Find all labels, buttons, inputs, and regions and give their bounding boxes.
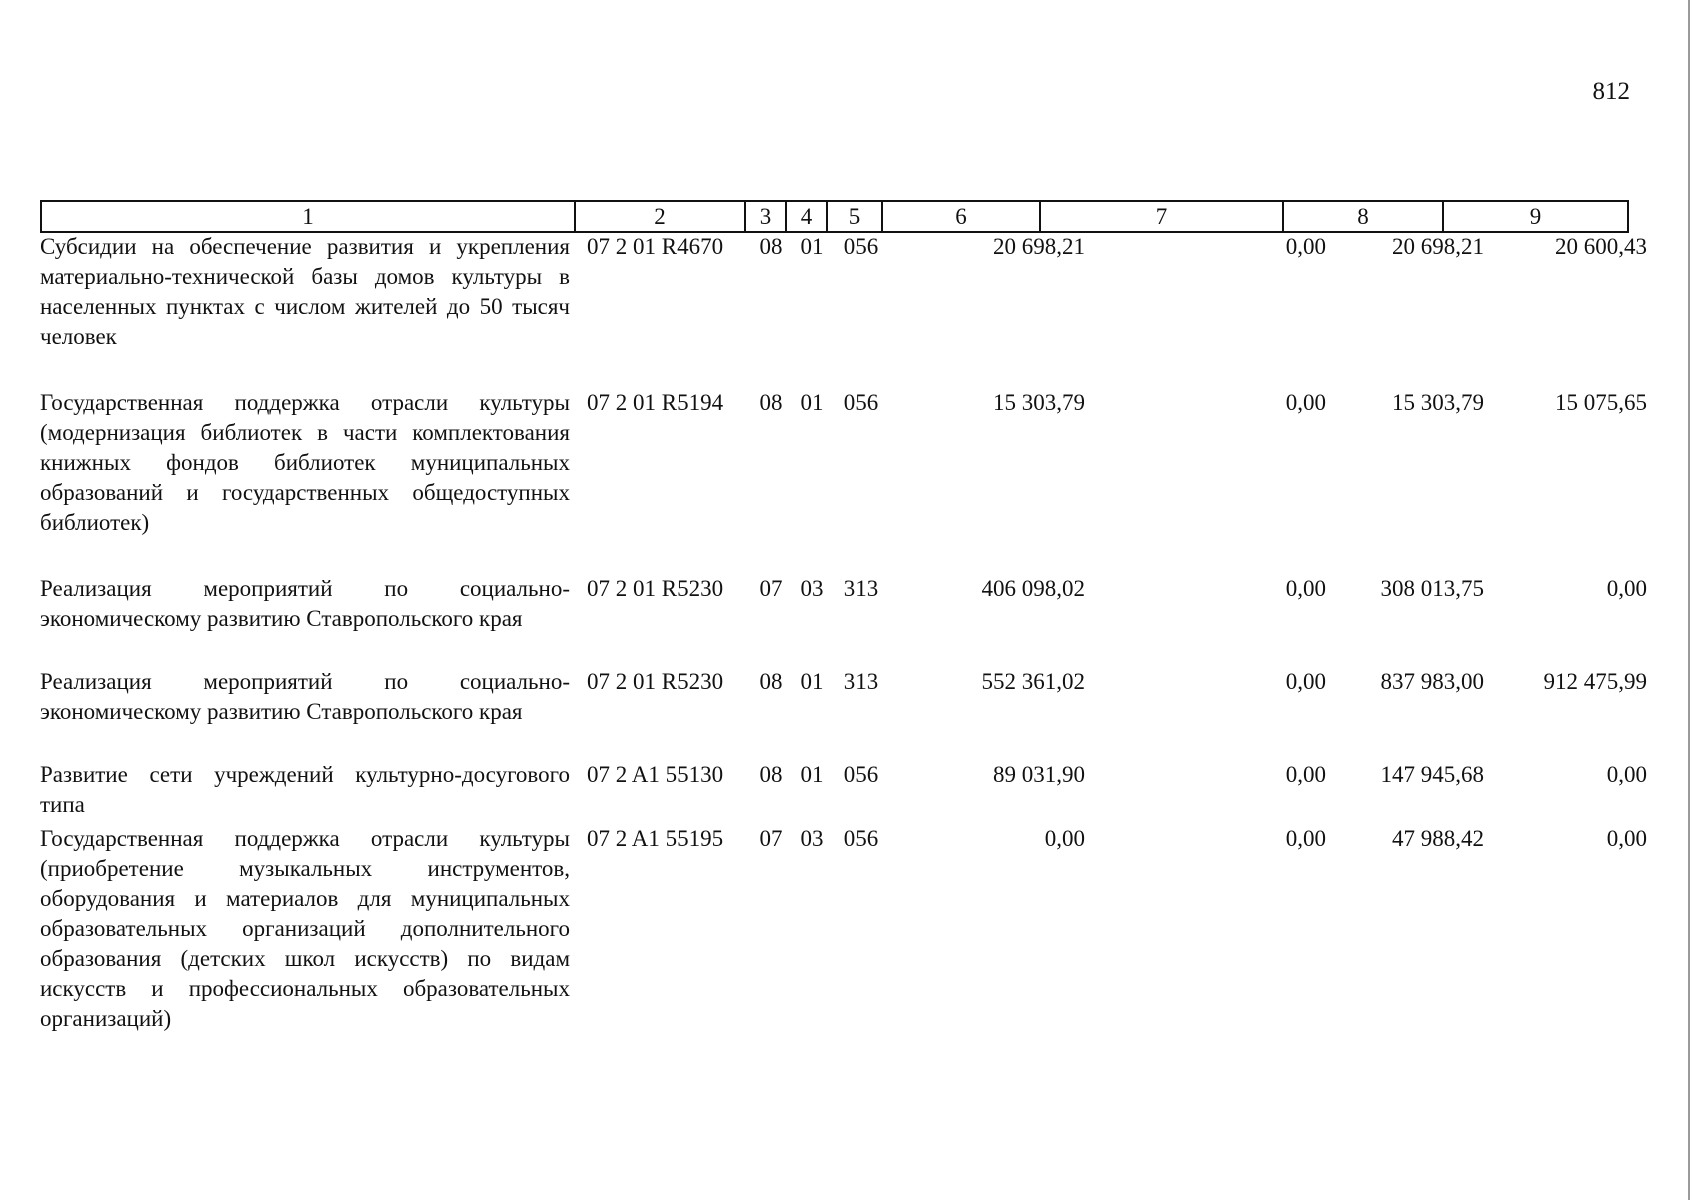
row-code: 07 2 A1 55195 <box>587 826 724 851</box>
row-description: Государственная поддержка отрасли культуры (модернизация библиотек в части комплектования книжных фондов библиотек муниципальных образований и государственных общедоступных библиотек) <box>40 390 570 535</box>
row-description: Государственная поддержка отрасли культуры (приобретение музыкальных инструментов, оборудования и материалов для муниципальных образовательных организаций дополнительного образования (детских школ искусств) по видам искусств и профессиональных образовательных организаций) <box>40 826 570 1031</box>
row-amount-6: 15 303,79 <box>993 390 1085 415</box>
row-amount-8: 20 698,21 <box>1392 234 1484 259</box>
row-description: Реализация мероприятий по социально-экономическому развитию Ставропольского края <box>40 669 570 724</box>
row-amount-7: 0,00 <box>1285 669 1326 694</box>
table-body <box>40 232 1647 1034</box>
row-code: 07 2 01 R5194 <box>587 390 724 415</box>
table-row <box>40 574 1647 634</box>
row-amount-6: 406 098,02 <box>981 576 1085 601</box>
row-section: 08 <box>759 234 783 259</box>
header-cell: 7 <box>1040 201 1283 232</box>
table-row <box>40 760 1647 820</box>
header-cell: 5 <box>827 201 882 232</box>
row-amount-6: 0,00 <box>1044 826 1085 851</box>
table-row <box>40 232 1647 352</box>
row-code: 07 2 A1 55130 <box>587 762 724 787</box>
row-code: 07 2 01 R5230 <box>587 669 724 694</box>
header-row <box>41 201 1628 232</box>
row-amount-9: 0,00 <box>1606 576 1647 601</box>
row-subsection: 01 <box>800 669 824 694</box>
header-cell: 3 <box>745 201 786 232</box>
row-amount-9: 15 075,65 <box>1555 390 1647 415</box>
row-subsection: 01 <box>800 234 824 259</box>
table-row <box>40 667 1647 727</box>
row-amount-6: 89 031,90 <box>993 762 1085 787</box>
row-amount-8: 837 983,00 <box>1380 669 1484 694</box>
row-description: Субсидии на обеспечение развития и укрепления материально-технической базы домов культуры в населенных пунктах с числом жителей до 50 тысяч человек <box>40 234 570 349</box>
row-section: 08 <box>759 390 783 415</box>
row-amount-9: 20 600,43 <box>1555 234 1647 259</box>
row-expense-type: 056 <box>843 826 879 851</box>
header-cell: 6 <box>882 201 1040 232</box>
row-subsection: 03 <box>800 826 824 851</box>
row-amount-6: 552 361,02 <box>981 669 1085 694</box>
row-section: 08 <box>759 762 783 787</box>
row-subsection: 03 <box>800 576 824 601</box>
page-number: 812 <box>1592 78 1630 105</box>
column-header-table <box>40 200 1629 233</box>
row-expense-type: 056 <box>843 390 879 415</box>
row-description: Развитие сети учреждений культурно-досугового типа <box>40 762 570 817</box>
row-amount-9: 0,00 <box>1606 762 1647 787</box>
row-amount-7: 0,00 <box>1285 234 1326 259</box>
scan-edge-line <box>1688 0 1690 1200</box>
row-amount-6: 20 698,21 <box>993 234 1085 259</box>
row-expense-type: 313 <box>843 669 879 694</box>
row-amount-7: 0,00 <box>1285 762 1326 787</box>
row-amount-9: 0,00 <box>1606 826 1647 851</box>
header-cell: 9 <box>1443 201 1628 232</box>
row-amount-7: 0,00 <box>1285 826 1326 851</box>
row-amount-7: 0,00 <box>1285 390 1326 415</box>
row-amount-8: 308 013,75 <box>1380 576 1484 601</box>
row-code: 07 2 01 R4670 <box>587 234 724 259</box>
row-amount-7: 0,00 <box>1285 576 1326 601</box>
header-cell: 1 <box>41 201 575 232</box>
row-section: 08 <box>759 669 783 694</box>
row-section: 07 <box>759 826 783 851</box>
row-section: 07 <box>759 576 783 601</box>
row-amount-8: 47 988,42 <box>1392 826 1484 851</box>
row-subsection: 01 <box>800 762 824 787</box>
header-cell: 4 <box>786 201 827 232</box>
header-cell: 8 <box>1283 201 1443 232</box>
header-cell: 2 <box>575 201 745 232</box>
row-amount-8: 15 303,79 <box>1392 390 1484 415</box>
row-amount-9: 912 475,99 <box>1543 669 1647 694</box>
row-code: 07 2 01 R5230 <box>587 576 724 601</box>
table-row <box>40 388 1647 538</box>
row-expense-type: 056 <box>843 762 879 787</box>
row-subsection: 01 <box>800 390 824 415</box>
row-expense-type: 313 <box>843 576 879 601</box>
row-expense-type: 056 <box>843 234 879 259</box>
row-amount-8: 147 945,68 <box>1380 762 1484 787</box>
row-description: Реализация мероприятий по социально-экономическому развитию Ставропольского края <box>40 576 570 631</box>
table-row <box>40 824 1647 1034</box>
